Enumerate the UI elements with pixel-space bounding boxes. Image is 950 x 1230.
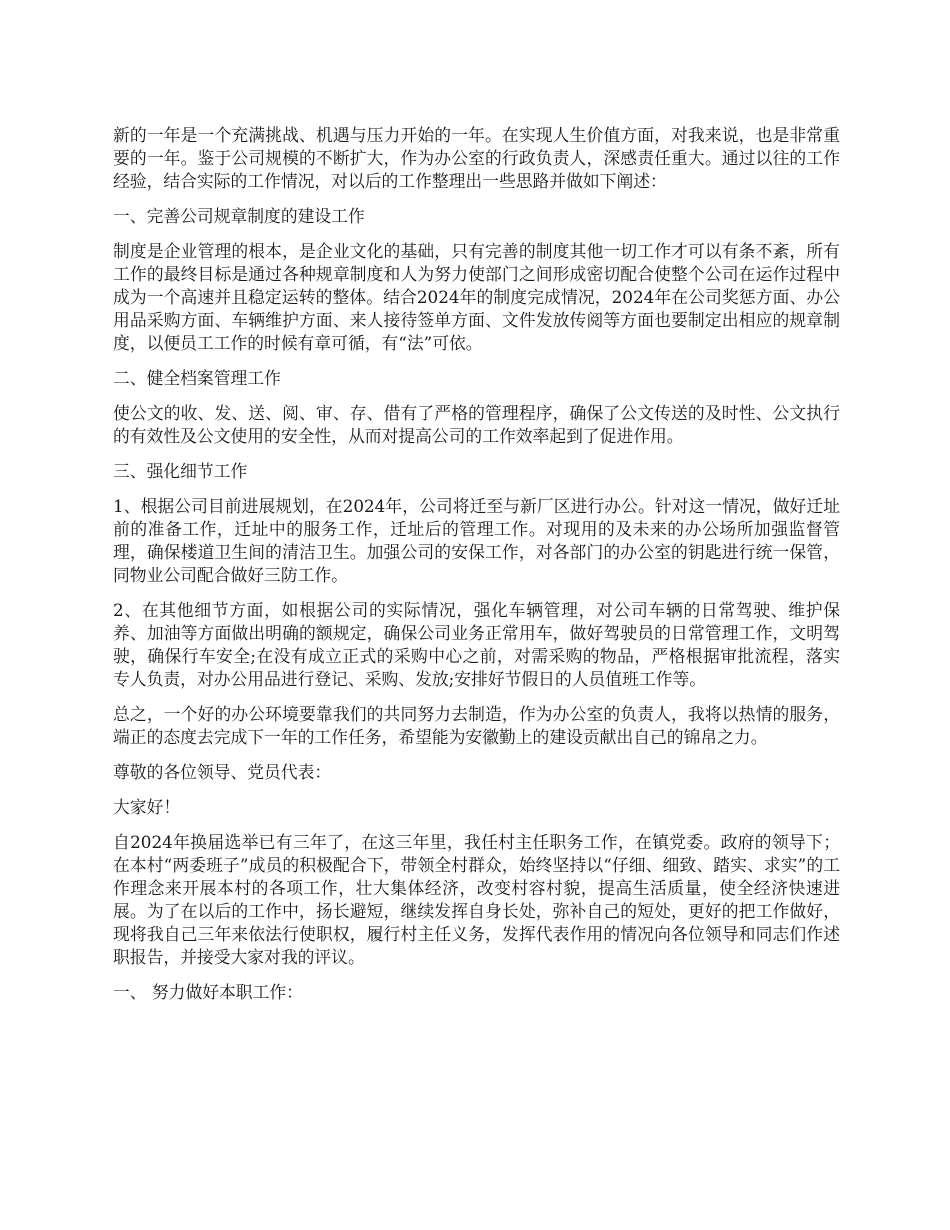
section-heading-archives: 二、健全档案管理工作 bbox=[113, 368, 281, 388]
greeting: 大家好！ bbox=[113, 797, 181, 817]
intro-paragraph: 新的一年是一个充满挑战、机遇与压力开始的一年。在实现人生价值方面，对我来说，也是非常重要的一年。鉴于公司规模的不断扩大，作为办公室的行政负责人，深感责任重大。通过以往的工作经验，结合实际的工作情况，对以后的工作整理出一些思路并做如下阐述： bbox=[113, 125, 840, 191]
section-heading-details: 三、强化细节工作 bbox=[113, 461, 248, 481]
archives-paragraph: 使公文的收、发、送、阅、审、存、借有了严格的管理程序，确保了公文传送的及时性、公文执行的有效性及公文使用的安全性，从而对提高公司的工作效率起到了促进作用。 bbox=[113, 403, 840, 446]
section-heading-duties: 一、 努力做好本职工作： bbox=[113, 982, 303, 1002]
summary-paragraph: 总之，一个好的办公环境要靠我们的共同努力去制造，作为办公室的负责人，我将以热情的服务，端正的态度去完成下一年的工作任务，希望能为安徽勤上的建设贡献出自己的锦帛之力。 bbox=[113, 704, 840, 747]
document-body bbox=[113, 124, 840, 1016]
details-paragraph-1: 1、根据公司目前进展规划，在2024年，公司将迁至与新厂区进行办公。针对这一情况，做好迁址前的准备工作，迁址中的服务工作，迁址后的管理工作。对现用的及未来的办公场所加强监督管理，确保楼道卫生间的清洁卫生。加强公司的安保工作，对各部门的办公室的钥匙进行统一保管，同物业公司配合做好三防工作。 bbox=[113, 496, 840, 585]
details-paragraph-2: 2、在其他细节方面，如根据公司的实际情况，强化车辆管理，对公司车辆的日常驾驶、维护保养、加油等方面做出明确的额规定，确保公司业务正常用车，做好驾驶员的日常管理工作，文明驾驶，确保行车安全;在没有成立正式的采购中心之前，对需采购的物品，严格根据审批流程，落实专人负责，对办公用品进行登记、采购、发放;安排好节假日的人员值班工作等。 bbox=[113, 600, 840, 689]
report-paragraph: 自2024年换届选举已有三年了，在这三年里，我任村主任职务工作，在镇党委。政府的领导下；在本村“两委班子”成员的积极配合下，带领全村群众，始终坚持以“仔细、细致、踏实、求实”的工作理念来开展本村的各项工作，壮大集体经济，改变村容村貌，提高生活质量，使全经济快速进展。为了在以后的工作中，扬长避短，继续发挥自身长处，弥补自己的短处，更好的把工作做好，现将我自己三年来依法行使职权，履行村主任义务，发挥代表作用的情况向各位领导和同志们作述职报告，并接受大家对我的评议。 bbox=[113, 832, 840, 967]
rules-paragraph: 制度是企业管理的根本，是企业文化的基础，只有完善的制度其他一切工作才可以有条不紊，所有工作的最终目标是通过各种规章制度和人为努力使部门之间形成密切配合使整个公司在运作过程中成为一个高速并且稳定运转的整体。结合2024年的制度完成情况，2024年在公司奖惩方面、办公用品采购方面、车辆维护方面、来人接待签单方面、文件发放传阅等方面也要制定出相应的规章制度，以便员工工作的时候有章可循，有“法”可依。 bbox=[113, 241, 840, 353]
salutation: 尊敬的各位领导、党员代表： bbox=[113, 762, 332, 782]
section-heading-rules: 一、完善公司规章制度的建设工作 bbox=[113, 206, 365, 226]
